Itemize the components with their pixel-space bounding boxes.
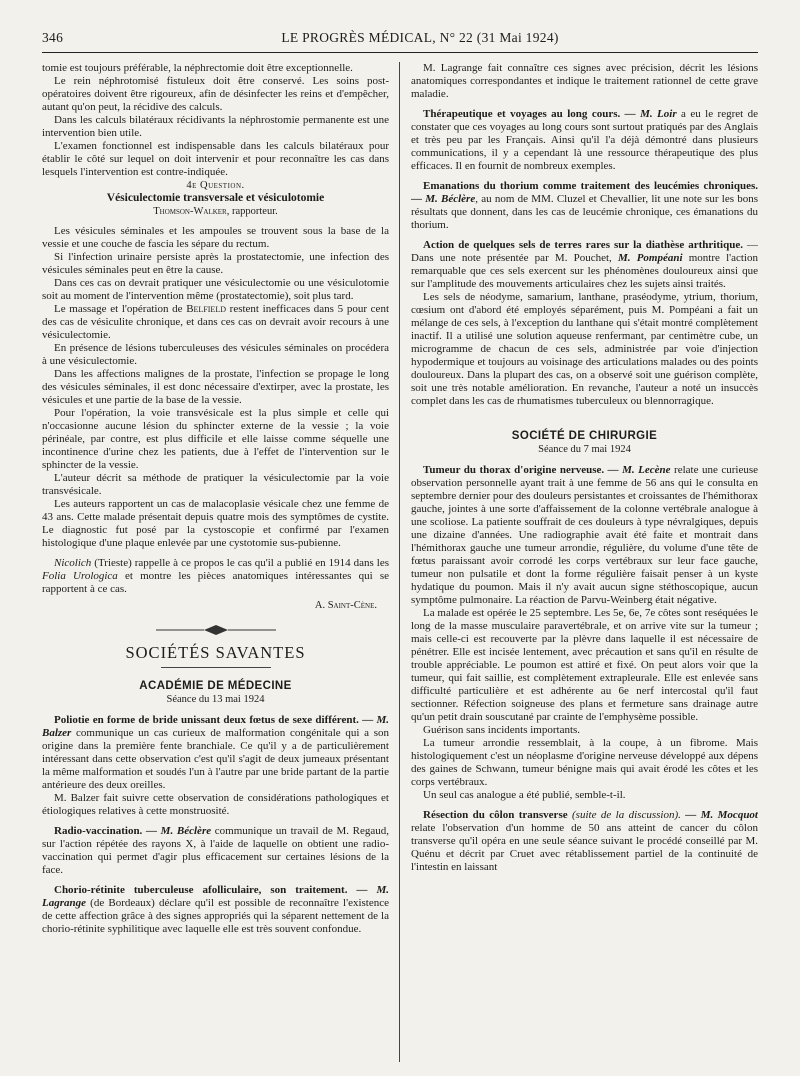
paragraph — [411, 239, 758, 291]
text-run: Le massage et l'opération de — [54, 303, 187, 315]
running-title: LE PROGRÈS MÉDICAL, N° 22 (31 Mai 1924) — [281, 30, 559, 45]
section-heading: SOCIÉTÉS SAVANTES — [125, 643, 306, 662]
left-column — [42, 62, 389, 1066]
item-title: Chorio-rétinite tuberculeuse afolliculaire, son traitement. — [54, 884, 348, 896]
right-column — [411, 62, 758, 1066]
paragraph: Le rein néphrotomisé fistuleux doit être conservé. Les soins post-opératoires doivent être rigoureux, afin de désinfecter les reins et d'empêcher, autant qu'on peut, la récidive des calculs. — [42, 75, 389, 113]
person-name: Belfield — [186, 303, 226, 315]
paragraph: Dans les affections malignes de la prostate, l'infection se propage le long des vésicules séminales, il est donc nécessaire d'extirper, avec la prostate, les vésicules et une partie de la base de la vessie. — [42, 368, 389, 406]
paragraph — [411, 108, 758, 173]
section-title: Vésiculectomie transversale et vésiculotomie — [106, 192, 325, 204]
rapporteur-role: , rapporteur. — [226, 206, 278, 217]
signature: A. Saint-Cène. — [314, 600, 377, 611]
running-header — [42, 30, 758, 50]
paragraph: Les vésicules séminales et les ampoules se trouvent sous la base de la vessie et une couche de fascia les sépare du rectum. — [42, 225, 389, 250]
text-run: montre l'action remarquable que ces sels exercent sur les phénomènes douloureux ainsi que sur l'amplitude des mouvements articulaires chez les sujets ainsi traités. — [411, 252, 758, 290]
paragraph: tomie est toujours préférable, la néphrectomie doit être exceptionnelle. — [42, 62, 353, 74]
paragraph: Si l'infection urinaire persiste après la prostatectomie, une infection des vésicules séminales peut en être la cause. — [42, 251, 389, 276]
question-number: 4e Question. — [186, 180, 245, 191]
item-title: Tumeur du thorax d'origine nerveuse. — [423, 464, 605, 476]
rapporteur-name: Thomson-Walker — [153, 206, 227, 217]
item-title: Radio-vaccination. — [54, 825, 143, 837]
author: — M. Lagrange — [42, 884, 389, 909]
text-run: relate l'observation d'un homme de 50 ans atteint de cancer du côlon transverse qu'il opéra en une seule séance suivant le procédé conseillé par M. Quénu et décrit par Cruet avec rétablissement partiel de la continuité de l'intestin en laissant — [411, 822, 758, 873]
text-run: (de Bordeaux) déclare qu'il est possible de reconnaître l'existence de cette affection grâce à des signes appropriés qui la séparent nettement de la chorio-rétinite syphilitique avec laquelle elle est très souvent confondue. — [42, 897, 389, 935]
author: — M. Lecène — [607, 464, 671, 476]
paragraph: L'examen fonctionnel est indispensable dans les calculs bilatéraux pour établir le côté sur lequel on doit intervenir et pour reconnaître les cas dans lesquels l'intervention est contre-indiquée. — [42, 140, 389, 178]
paragraph — [411, 809, 758, 874]
text-run: , au nom de MM. Cluzel et Chevallier, lit une note sur les bons résultats que donnent, dans les cas de leucémie chronique, ces émanations du thorium. — [411, 193, 758, 231]
paragraph: Les auteurs rapportent un cas de malacoplasie vésicale chez une femme de 43 ans. Cette malade présentait depuis quatre mois des symptômes de cystite. Le diagnostic fut posé par la cystoscopie et confirmé par l'examen histologique d'une plaque enlevée par une cystotomie sus-pubienne. — [42, 498, 389, 549]
paragraph: L'auteur décrit sa méthode de pratiquer la vésiculectomie par la voie transvésicale. — [42, 472, 389, 497]
paragraph: Un seul cas analogue a été publié, semble-t-il. — [423, 789, 626, 801]
text-run: communique un cas curieux de malformation congénitale qui a son origine dans la première fente branchiale. Ce qu'il y a de particulièrement intéressant dans cette observation c'est qu'il s'agit de deux jumeaux présentant la même malformation et soudés l'un à l'autre par une bride partant de la partie antérieure des deux oreilles. — [42, 727, 389, 791]
society-heading: ACADÉMIE DE MÉDECINE — [139, 680, 292, 692]
item-title: Action de quelques sels de terres rares sur la diathèse arthritique. — [423, 239, 743, 251]
journal-name: Folia Urologica — [42, 570, 118, 582]
paragraph: En présence de lésions tuberculeuses des vésicules séminales on procédera à une vésiculectomie. — [42, 342, 389, 367]
text-run: relate une curieuse observation personnelle ayant trait à une femme de 56 ans qui le consulta en septembre dernier pour des douleurs persistantes et croissantes de l'hémithorax gauche, jointes à une sorte d'affaissement de la colonne vertébrale analogue à une scoliose. La patiente souffrait de ces douleurs à type névralgiques, depuis une dizaine d'années. Une radiographie avait été faite et montrait dans l'hémithorax gauche une tumeur arrondie, régulière, du volume d'une tête de fœtus paraissant avoir corrodé les corps vertébraux sur leur face gauche, tumeur non pulsatile et dont la forme régulière faisait penser à un kyste hydatique du poumon. Mais il n'y avait aucun signe stéthoscopique, aucun symptôme pulmonaire. La réaction de Parvu-Weinberg était négative. — [411, 464, 758, 606]
text-run: (suite de la discussion). — [567, 809, 681, 821]
paragraph — [42, 825, 389, 877]
item-title: Poliotie en forme de bride unissant deux fœtus de sexe différent. — [54, 714, 359, 726]
society-heading: SOCIÉTÉ DE CHIRURGIE — [511, 430, 658, 442]
paragraph: Dans ces cas on devrait pratiquer une vésiculectomie ou une vésiculotomie soit au moment de l'intervention même (prostatectomie), soit plus tard. — [42, 277, 389, 302]
item-title: Emanations du thorium comme traitement des leucémies chroniques. — [423, 180, 758, 192]
paragraph: Les sels de néodyme, samarium, lanthane, praséodyme, ytrium, thorium, cœsium ont d'abord été employés séparément, puis M. Pompéani a fait un mélange de ces sels, à l'exception du lanthane qui s'était montré complètement inactif. Il a utilisé une solution aqueuse renfermant, par centimètre cube, un microgramme de chacun de ces sels, administrée par voie d'injection hypodermique et toujours au voisinage des articulations malades ou des points douloureux. Dans la plupart des cas, on a observé soit une guérison complète, soit une très notable amélioration. En revanche, l'auteur a noté un insuccès complet dans les cas de rhumatismes tuberculeux ou blennorragique. — [411, 291, 758, 407]
text-run: et montre les pièces anatomiques intéressantes qui se rapportent à ce cas. — [42, 570, 389, 595]
paragraph: Guérison sans incidents importants. — [423, 724, 581, 736]
header-rule — [42, 52, 758, 53]
item-title: Résection du côlon transverse — [423, 809, 568, 821]
paragraph — [42, 557, 389, 596]
author: — M. Mocquot — [680, 809, 758, 821]
author: — M. Balzer — [42, 714, 389, 739]
ornament-icon — [156, 624, 276, 636]
paragraph — [411, 180, 758, 232]
session-date: Séance du 13 mai 1924 — [166, 694, 265, 705]
text-run: communique un travail de M. Regaud, sur l'action répétée des rayons X, à l'aide de laquelle on obtient une radio-vaccination qui permet d'agir plus efficacement sur certaines lésions de la face. — [42, 825, 389, 876]
text-run: — Dans une note présentée par M. Pouchet, — [411, 239, 758, 264]
paragraph: M. Balzer fait suivre cette observation de considérations pathologiques et étiologiques relatives à cette monstruosité. — [42, 792, 389, 817]
paragraph: M. Lagrange fait connaître ces signes avec précision, décrit les lésions anatomiques correspondantes et indique le traitement rationnel de cette grave maladie. — [411, 62, 758, 100]
paragraph — [42, 884, 389, 936]
author: — M. Loir — [624, 108, 677, 120]
paragraph — [42, 714, 389, 792]
author: — M. Béclère — [411, 193, 476, 205]
paragraph — [42, 303, 389, 342]
paragraph: La malade est opérée le 25 septembre. Les 5e, 6e, 7e côtes sont reséquées le long de la masse musculaire paravertébrale, et on arrive vite sur la tumeur ; mais celle-ci est recouverte par la plèvre dans laquelle il est nécessaire de pénétrer. Elle est incisée lentement, avec précaution et sans qu'il en résulte de trouble appréciable. Le poumon est attiré et fixé. On peut alors voir que la tumeur, qui fait saillie, est complètement extrapleurale. Elle est enlevée sans difficulté particulière et est adhérente au 6e nerf intercostal qu'il faut sectionner. Réfection soigneuse des plans et fermeture sans drainage autre qu'un petit drain souscutané par crainte de l'emphysème possible. — [411, 607, 758, 723]
page-number: 346 — [42, 30, 64, 45]
person-name: Nicolich — [54, 557, 92, 569]
rapporteur — [42, 205, 389, 218]
text-run: a eu le regret de constater que ces voyages au long cours sont surtout pratiqués par des Anglais et très peu par les Français. Ainsi qu'il l'a déjà démontré dans plusieurs communications, il y a cependant là une ressource thérapeutique des plus efficaces. Il en fournit de nombreux exemples. — [411, 108, 758, 172]
heading-rule — [161, 667, 271, 668]
author: M. Pompéani — [618, 252, 683, 264]
item-title: Thérapeutique et voyages au long cours. — [423, 108, 621, 120]
paragraph: Dans les calculs bilatéraux récidivants la néphrostomie permanente est une intervention bien utile. — [42, 114, 389, 139]
paragraph: La tumeur arrondie ressemblait, à la coupe, à un fibrome. Mais histologiquement c'est un néoplasme d'origine nerveuse développé aux dépens des gaines de Schwann, tumeur bénigne mais qui avait érodé les côtes et les corps vertébraux. — [411, 737, 758, 788]
text-run: restent inefficaces dans 5 pour cent des cas de vésiculite chronique, et dans ces cas on devrait avoir recours à une vésiculectomie. — [42, 303, 389, 341]
session-date: Séance du 7 mai 1924 — [538, 444, 631, 455]
paragraph — [411, 464, 758, 607]
text-run: (Trieste) rappelle à ce propos le cas qu'il a publié en 1914 dans les — [91, 557, 389, 569]
author: — M. Béclère — [146, 825, 212, 837]
column-divider — [399, 62, 400, 1062]
ornament-divider — [42, 624, 389, 636]
paragraph: Pour l'opération, la voie transvésicale est la plus simple et celle qui n'occasionne aucune lésion du sphincter externe de la vessie ; la voie périnéale, par contre, est plus difficile et elle laisse comme séquelle une incontinence d'urine chez les patients, due à l'effet de l'intervention sur le sphincter de la vessie. — [42, 407, 389, 471]
